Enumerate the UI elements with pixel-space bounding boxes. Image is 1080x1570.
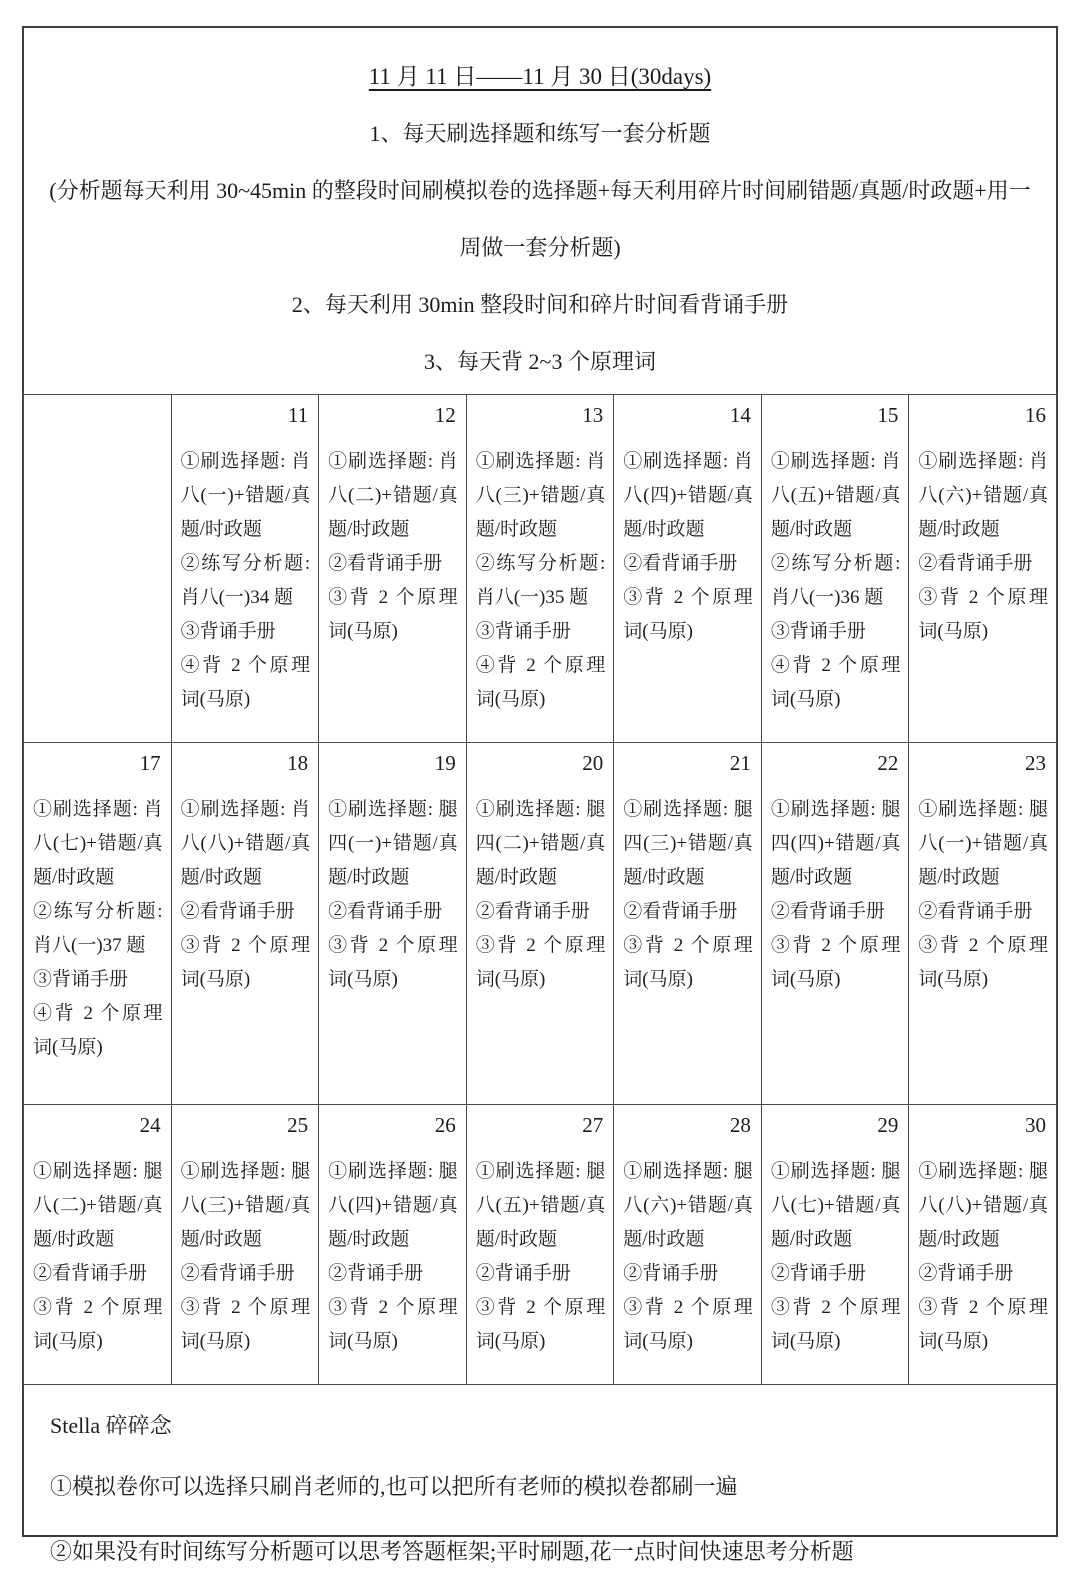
footer-notes: [50, 1469, 1030, 1570]
task-line: ②练写分析题: 肖八(一)35 题: [475, 553, 606, 608]
day-cell: [171, 395, 319, 743]
day-cell: [761, 743, 909, 1105]
day-cell: [171, 1105, 319, 1385]
table-row: [24, 743, 1057, 1105]
day-number: 22: [877, 751, 899, 775]
task-line: ③背诵手册: [33, 969, 129, 990]
task-line: ①刷选择题: 腿四(四)+错题/真题/时政题: [770, 799, 901, 888]
task-line: ③背 2 个原理词(马原): [623, 587, 753, 642]
task-line: ③背 2 个原理词(马原): [770, 935, 901, 990]
day-number: 14: [729, 403, 751, 427]
task-list: [328, 1155, 458, 1359]
task-line: ②看背诵手册: [475, 901, 590, 922]
task-list: [181, 1155, 311, 1359]
task-line: ③背 2 个原理词(马原): [180, 1297, 311, 1352]
day-number: 19: [434, 751, 456, 775]
task-line: ①刷选择题: 肖八(三)+错题/真题/时政题: [475, 451, 606, 540]
day-cell: [761, 1105, 909, 1385]
task-line: ③背 2 个原理词(马原): [770, 1297, 901, 1352]
day-number: 11: [287, 403, 309, 427]
task-line: ③背 2 个原理词(马原): [180, 935, 311, 990]
day-number: 21: [729, 751, 751, 775]
task-line: ①刷选择题: 腿八(五)+错题/真题/时政题: [475, 1161, 606, 1250]
task-line: ④背 2 个原理词(马原): [770, 655, 901, 710]
task-list: [33, 793, 163, 1065]
day-cell: [466, 1105, 614, 1385]
task-line: ④背 2 个原理词(马原): [180, 655, 311, 710]
task-line: ②看背诵手册: [328, 553, 443, 574]
plan-point: 1、每天刷选择题和练写一套分析题: [369, 121, 711, 146]
task-line: ②背诵手册: [475, 1263, 571, 1284]
task-line: ②看背诵手册: [623, 553, 738, 574]
task-line: ③背 2 个原理词(马原): [328, 935, 458, 990]
task-line: ②看背诵手册: [33, 1263, 148, 1284]
task-line: ①刷选择题: 腿四(一)+错题/真题/时政题: [328, 799, 458, 888]
day-number: 28: [729, 1113, 751, 1137]
task-line: ①刷选择题: 腿八(八)+错题/真题/时政题: [918, 1161, 1048, 1250]
task-line: ②看背诵手册: [623, 901, 738, 922]
task-list: [623, 793, 753, 997]
day-cell: [466, 395, 614, 743]
day-cell: [24, 743, 172, 1105]
day-number: 27: [582, 1113, 604, 1137]
day-cell: [614, 1105, 762, 1385]
study-plan-table: [23, 394, 1057, 1385]
task-list: [476, 445, 606, 717]
task-line: ②背诵手册: [328, 1263, 424, 1284]
day-number: 15: [877, 403, 899, 427]
task-line: ①刷选择题: 腿八(六)+错题/真题/时政题: [623, 1161, 753, 1250]
task-line: ①刷选择题: 腿四(二)+错题/真题/时政题: [475, 799, 606, 888]
day-number: 12: [434, 403, 456, 427]
task-line: ②练写分析题: 肖八(一)34 题: [180, 553, 311, 608]
task-list: [918, 445, 1048, 649]
day-number: 25: [287, 1113, 309, 1137]
table-row: [24, 1105, 1057, 1385]
task-line: ①刷选择题: 腿八(四)+错题/真题/时政题: [328, 1161, 458, 1250]
task-line: ②背诵手册: [918, 1263, 1014, 1284]
task-list: [33, 1155, 163, 1359]
task-list: [771, 1155, 901, 1359]
task-list: [328, 793, 458, 997]
task-line: ①刷选择题: 腿八(七)+错题/真题/时政题: [770, 1161, 901, 1250]
task-line: ③背诵手册: [475, 621, 571, 642]
task-line: ③背 2 个原理词(马原): [475, 935, 606, 990]
task-line: ①刷选择题: 腿八(一)+错题/真题/时政题: [918, 799, 1048, 888]
task-line: ④背 2 个原理词(马原): [33, 1003, 163, 1058]
day-cell: [909, 395, 1057, 743]
task-line: ①刷选择题: 肖八(八)+错题/真题/时政题: [180, 799, 311, 888]
task-line: ②看背诵手册: [180, 901, 295, 922]
task-list: [918, 1155, 1048, 1359]
task-line: ②看背诵手册: [328, 901, 443, 922]
task-line: ②看背诵手册: [770, 901, 885, 922]
task-line: ③背 2 个原理词(马原): [623, 1297, 753, 1352]
task-line: ③背 2 个原理词(马原): [918, 1297, 1048, 1352]
task-line: ②看背诵手册: [180, 1263, 295, 1284]
task-line: ③背 2 个原理词(马原): [623, 935, 753, 990]
header-section: [24, 28, 1056, 394]
task-line: ②练写分析题: 肖八(一)37 题: [33, 901, 163, 956]
task-list: [181, 793, 311, 997]
day-cell: [909, 743, 1057, 1105]
task-list: [623, 1155, 753, 1359]
task-line: ①刷选择题: 腿四(三)+错题/真题/时政题: [623, 799, 753, 888]
footer-note: ②如果没有时间练写分析题可以思考答题框架;平时刷题,花一点时间快速思考分析题: [50, 1539, 854, 1564]
task-line: ①刷选择题: 肖八(二)+错题/真题/时政题: [328, 451, 458, 540]
day-number: 26: [434, 1113, 456, 1137]
task-line: ①刷选择题: 肖八(四)+错题/真题/时政题: [623, 451, 753, 540]
task-line: ③背诵手册: [770, 621, 866, 642]
day-cell: [319, 1105, 467, 1385]
task-line: ②背诵手册: [770, 1263, 866, 1284]
task-line: ③背 2 个原理词(马原): [328, 587, 458, 642]
footer-note: ①模拟卷你可以选择只刷肖老师的,也可以把所有老师的模拟卷都刷一遍: [50, 1474, 738, 1499]
task-list: [918, 793, 1048, 997]
plan-point: 3、每天背 2~3 个原理词: [424, 349, 656, 374]
day-number: 30: [1025, 1113, 1046, 1137]
day-cell-empty: [24, 395, 172, 743]
day-cell: [171, 743, 319, 1105]
document-page: [22, 26, 1058, 1564]
footer-title: Stella 碎碎念: [50, 1413, 172, 1438]
day-number: 24: [139, 1113, 161, 1137]
task-line: ③背 2 个原理词(马原): [918, 935, 1048, 990]
task-list: [328, 445, 458, 649]
task-line: ③背诵手册: [180, 621, 276, 642]
task-list: [476, 793, 606, 997]
task-line: ③背 2 个原理词(马原): [918, 587, 1048, 642]
day-cell: [466, 743, 614, 1105]
day-cell: [614, 743, 762, 1105]
task-line: ①刷选择题: 肖八(一)+错题/真题/时政题: [180, 451, 311, 540]
day-cell: [614, 395, 762, 743]
day-cell: [319, 743, 467, 1105]
task-line: ①刷选择题: 肖八(五)+错题/真题/时政题: [770, 451, 901, 540]
task-line: ①刷选择题: 肖八(六)+错题/真题/时政题: [918, 451, 1048, 540]
task-line: ②看背诵手册: [918, 901, 1033, 922]
task-line: ③背 2 个原理词(马原): [328, 1297, 458, 1352]
page-title: [44, 48, 1036, 105]
task-line: ③背 2 个原理词(马原): [33, 1297, 163, 1352]
task-list: [476, 1155, 606, 1359]
day-number: 17: [139, 751, 161, 775]
day-cell: [319, 395, 467, 743]
day-cell: [761, 395, 909, 743]
task-line: ②练写分析题: 肖八(一)36 题: [770, 553, 901, 608]
task-line: ③背 2 个原理词(马原): [475, 1297, 606, 1352]
plan-point: 2、每天利用 30min 整段时间和碎片时间看背诵手册: [291, 292, 789, 317]
task-line: ①刷选择题: 腿八(二)+错题/真题/时政题: [33, 1161, 163, 1250]
day-number: 23: [1025, 751, 1046, 775]
task-line: ④背 2 个原理词(马原): [475, 655, 606, 710]
footer-section: [24, 1385, 1056, 1570]
task-line: ①刷选择题: 肖八(七)+错题/真题/时政题: [33, 799, 163, 888]
task-list: [771, 445, 901, 717]
plan-points: [44, 105, 1036, 390]
task-line: ①刷选择题: 腿八(三)+错题/真题/时政题: [180, 1161, 311, 1250]
day-number: 16: [1025, 403, 1046, 427]
day-number: 13: [582, 403, 604, 427]
day-cell: [909, 1105, 1057, 1385]
table-row: [24, 395, 1057, 743]
day-number: 29: [877, 1113, 899, 1137]
day-number: 20: [582, 751, 604, 775]
day-cell: [24, 1105, 172, 1385]
plan-point: (分析题每天利用 30~45min 的整段时间刷模拟卷的选择题+每天利用碎片时间刷错题/真题/时政题+用一周做一套分析题): [49, 178, 1031, 260]
task-line: ②看背诵手册: [918, 553, 1033, 574]
day-number: 18: [287, 751, 309, 775]
task-list: [771, 793, 901, 997]
task-list: [181, 445, 311, 717]
task-list: [623, 445, 753, 649]
task-line: ②背诵手册: [623, 1263, 719, 1284]
page-title-text: 11 月 11 日——11 月 30 日(30days): [368, 64, 712, 89]
